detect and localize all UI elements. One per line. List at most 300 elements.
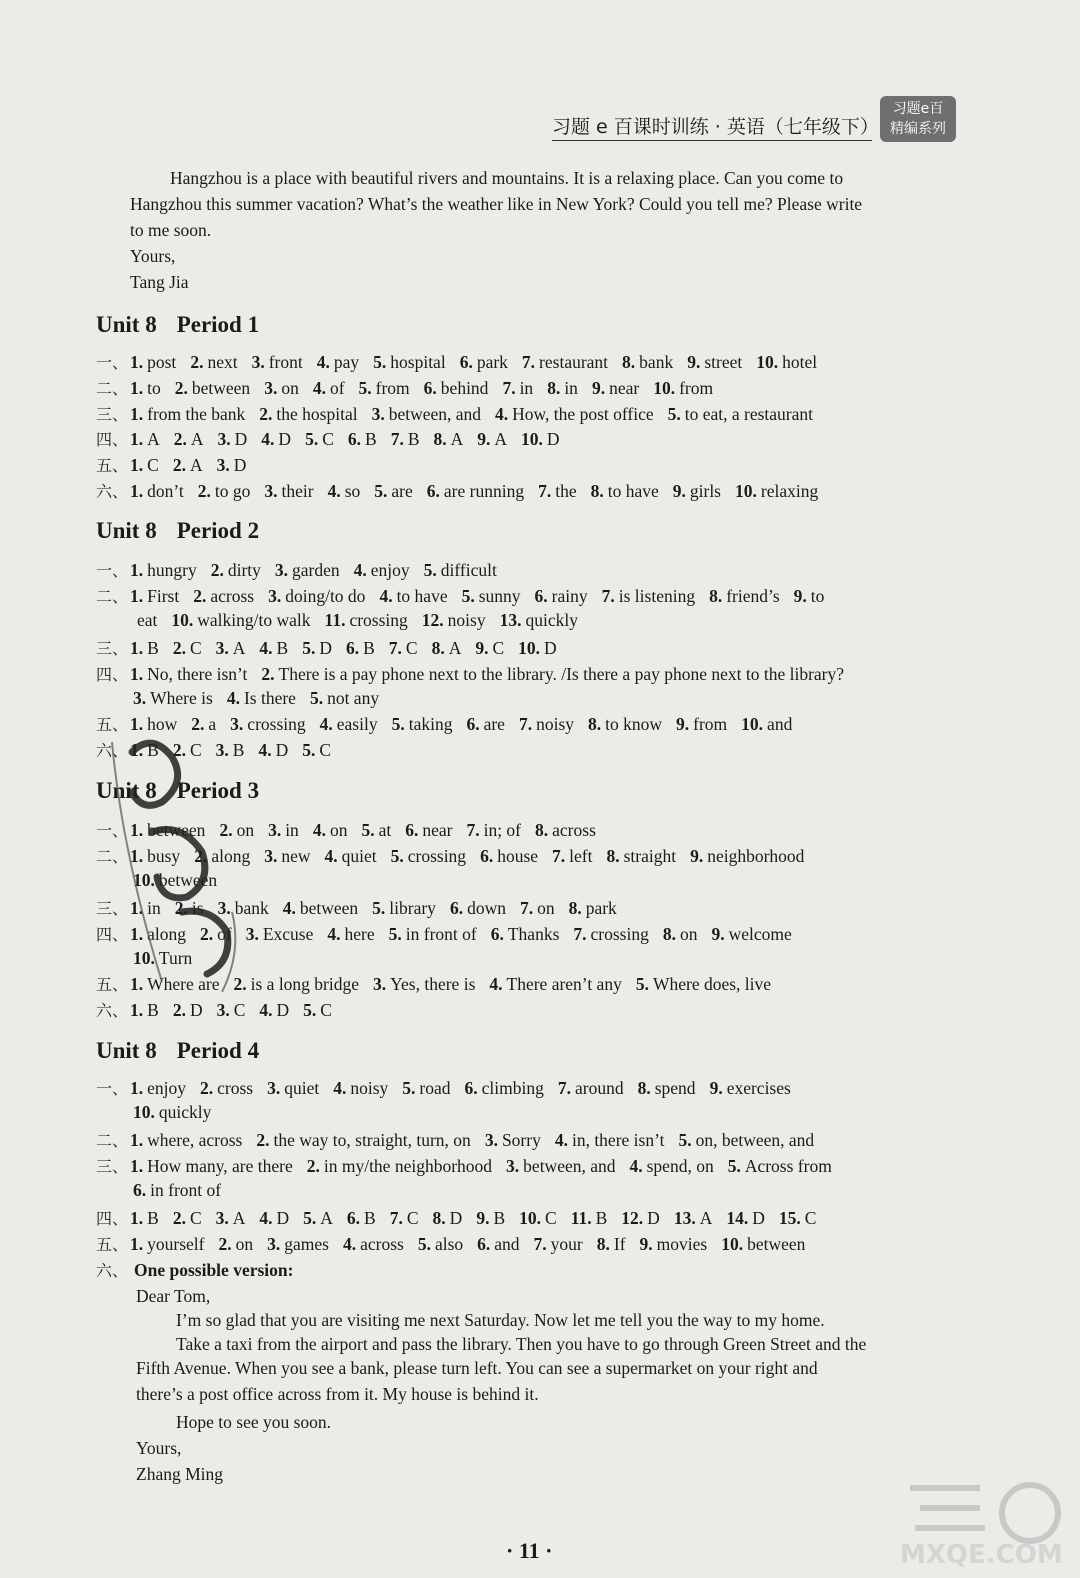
answer-item — [709, 586, 780, 606]
answer-text: to — [810, 586, 825, 606]
letter-closing-2: Yours, — [136, 1438, 182, 1458]
answer-number: 6. — [347, 429, 361, 449]
answer-number: 8. — [662, 924, 676, 944]
answer-item — [261, 429, 291, 449]
question-group-mark: 一、 — [96, 1079, 129, 1098]
answer-number: 5. — [372, 898, 386, 918]
answer-item — [460, 352, 508, 372]
answer-number: 12. — [421, 610, 444, 630]
question-group-mark: 五、 — [96, 456, 129, 475]
answer-item — [130, 481, 184, 501]
answer-text: C — [189, 740, 202, 760]
answer-number: 1. — [130, 1208, 144, 1228]
answer-text: D — [319, 638, 332, 658]
answer-number: 3. — [230, 714, 244, 734]
answer-item — [728, 1156, 832, 1176]
answer-item — [518, 638, 557, 658]
answer-text: climbing — [481, 1078, 544, 1098]
answer-item — [519, 1208, 557, 1228]
answer-item — [534, 1234, 583, 1254]
answer-text: games — [284, 1234, 329, 1254]
answer-item — [133, 1180, 221, 1200]
answer-item — [259, 1000, 289, 1020]
answer-text: in front of — [405, 924, 477, 944]
answer-number: 2. — [174, 898, 188, 918]
answer-item — [432, 638, 462, 658]
answer-item — [354, 560, 410, 580]
letter-salutation: Dear Tom, — [136, 1286, 211, 1306]
answer-item — [475, 638, 504, 658]
answer-number: 15. — [778, 1208, 801, 1228]
answer-number: 3. — [274, 560, 289, 580]
answer-text: to go — [214, 481, 251, 501]
answer-item — [569, 898, 617, 918]
answer-row — [96, 1258, 307, 1282]
answer-number: 9. — [477, 429, 491, 449]
answer-item — [130, 1130, 242, 1150]
answer-number: 2. — [197, 481, 211, 501]
answer-row — [133, 1180, 235, 1201]
answer-text: are — [483, 714, 505, 734]
question-group-mark: 一、 — [96, 821, 129, 840]
answer-item — [535, 820, 596, 840]
answer-text: A — [232, 1208, 246, 1228]
answer-text: from — [679, 378, 714, 398]
answer-text: dirty — [227, 560, 261, 580]
question-group-mark: 二、 — [96, 587, 129, 606]
answer-item — [328, 481, 361, 501]
answer-text: A — [190, 429, 204, 449]
answer-number: 1. — [130, 455, 144, 475]
answer-number: 9. — [793, 586, 807, 606]
answer-number: 1. — [130, 586, 144, 606]
answer-number: 1. — [130, 740, 144, 760]
answer-text: are — [391, 481, 413, 501]
answer-text: D — [278, 429, 292, 449]
answer-number: 2. — [219, 820, 233, 840]
answer-text: C — [406, 1208, 419, 1228]
answer-number: 4. — [489, 974, 503, 994]
answer-text: quiet — [341, 846, 377, 866]
answer-number: 5. — [390, 846, 404, 866]
answer-number: 7. — [573, 924, 587, 944]
answer-number: 4. — [319, 714, 333, 734]
answer-item — [591, 481, 659, 501]
answer-text: D — [647, 1208, 660, 1228]
answer-number: 2. — [172, 740, 186, 760]
answer-item — [348, 429, 377, 449]
answer-text: the way to, straight, turn, on — [273, 1130, 471, 1150]
answer-item — [173, 1208, 202, 1228]
answer-number: 5. — [302, 638, 316, 658]
answer-text: D — [234, 429, 248, 449]
answer-item — [216, 638, 246, 658]
answer-text: difficult — [440, 560, 497, 580]
answer-item — [653, 378, 713, 398]
answer-number: 9. — [591, 378, 606, 398]
answer-text: the — [555, 481, 577, 501]
answer-text: movies — [656, 1234, 708, 1254]
answer-item — [200, 1078, 253, 1098]
answer-item — [489, 974, 621, 994]
answer-number: 4. — [554, 1130, 568, 1150]
answer-item — [427, 481, 524, 501]
section-heading — [96, 312, 259, 338]
unit-label: Unit 8 — [96, 1038, 157, 1063]
question-group-mark: 三、 — [96, 1157, 129, 1176]
answer-item — [506, 1156, 615, 1176]
answer-text: at — [378, 820, 392, 840]
answer-text: between — [147, 820, 206, 840]
answer-item — [588, 714, 662, 734]
answer-item — [466, 714, 505, 734]
answer-number: 4. — [629, 1156, 643, 1176]
answer-number: 8. — [637, 1078, 651, 1098]
answer-text: pay — [333, 352, 360, 372]
answer-item — [133, 1102, 211, 1122]
answer-text: between, and — [388, 404, 482, 424]
answer-number: 3. — [268, 820, 282, 840]
answer-number: 3. — [264, 481, 278, 501]
answer-item — [133, 610, 157, 630]
answer-number: 7. — [538, 481, 552, 501]
answer-number: 8. — [432, 1208, 446, 1228]
answer-item — [130, 664, 247, 684]
answer-item — [522, 352, 608, 372]
answer-text: down — [467, 898, 506, 918]
answer-item — [372, 898, 436, 918]
answer-item — [130, 560, 197, 580]
answer-text: is a long bridge — [250, 974, 360, 994]
answer-item — [259, 404, 357, 424]
answer-number: 11. — [570, 1208, 592, 1228]
answer-number: 5. — [678, 1130, 692, 1150]
answer-text: bank — [639, 352, 674, 372]
answer-item — [779, 1208, 817, 1228]
answer-number: 1. — [130, 481, 144, 501]
answer-item — [173, 455, 203, 475]
answer-text: house — [497, 846, 539, 866]
answer-text: of — [217, 924, 232, 944]
answer-item — [359, 378, 410, 398]
answer-item — [275, 560, 340, 580]
answer-item — [379, 586, 447, 606]
answer-text: along — [147, 924, 187, 944]
answer-item — [462, 586, 521, 606]
answer-text: Where are — [147, 974, 220, 994]
answer-row — [133, 1102, 225, 1123]
answer-number: 10. — [133, 870, 155, 890]
answer-number: 3. — [215, 1208, 229, 1228]
letter-paragraph-3: to me soon. — [130, 220, 212, 240]
answer-number: 9. — [709, 1078, 723, 1098]
answer-number: 2. — [193, 586, 207, 606]
answer-item — [794, 586, 825, 606]
answer-item — [173, 1000, 203, 1020]
answer-number: 2. — [200, 1078, 214, 1098]
answer-number: 6. — [405, 820, 419, 840]
answer-number: 8. — [568, 898, 582, 918]
answer-text: A — [699, 1208, 713, 1228]
answer-text: There aren’t any — [506, 974, 622, 994]
answer-number: 10. — [756, 352, 779, 372]
answer-number: 5. — [373, 352, 387, 372]
answer-row — [133, 610, 592, 631]
answer-number: 2. — [306, 1156, 320, 1176]
question-group-mark: 五、 — [96, 715, 129, 734]
answer-item — [500, 610, 578, 630]
answer-item — [317, 352, 359, 372]
answer-text: D — [275, 740, 289, 760]
answer-text: B — [147, 740, 159, 760]
answer-item — [424, 560, 497, 580]
answer-item — [602, 586, 695, 606]
answer-item — [480, 846, 538, 866]
answer-item — [676, 714, 727, 734]
answer-number: 4. — [258, 740, 272, 760]
answer-text: girls — [689, 481, 721, 501]
answer-text: If — [613, 1234, 626, 1254]
answer-number: 3. — [264, 846, 278, 866]
answer-number: 6. — [480, 846, 494, 866]
answer-text: Is there — [243, 688, 296, 708]
answer-item — [630, 1156, 714, 1176]
answer-item — [491, 924, 560, 944]
answer-text: in, there isn’t — [571, 1130, 665, 1150]
answer-text: how — [147, 714, 178, 734]
answer-number: 7. — [390, 429, 404, 449]
answer-item — [392, 714, 453, 734]
answer-text: C — [322, 429, 334, 449]
answer-item — [130, 1078, 186, 1098]
answer-item — [324, 846, 376, 866]
answer-number: 1. — [130, 714, 144, 734]
answer-row — [96, 479, 832, 503]
answer-number: 9. — [672, 481, 686, 501]
answer-number: 6. — [534, 586, 548, 606]
answer-text: their — [281, 481, 314, 501]
letter-paragraph-2: Hangzhou this summer vacation? What’s the weather like in New York? Could you tell me? Please write — [130, 194, 863, 214]
question-group-mark: 三、 — [96, 639, 129, 658]
answer-text: not any — [327, 688, 380, 708]
answer-item — [320, 714, 378, 734]
answer-text: around — [575, 1078, 624, 1098]
answer-text: B — [363, 638, 375, 658]
letter-line-3: Fifth Avenue. When you see a bank, please turn left. You can see a supermarket on your right and — [136, 1358, 818, 1378]
question-group-mark: 六、 — [96, 741, 129, 760]
question-group-mark: 四、 — [96, 925, 129, 944]
answer-item — [130, 1156, 293, 1176]
answer-text: is listening — [618, 586, 696, 606]
answer-item — [668, 404, 813, 424]
answer-text: on — [235, 1234, 254, 1254]
letter-line-5: Hope to see you soon. — [176, 1412, 332, 1432]
answer-text: along — [211, 846, 251, 866]
answer-text: enjoy — [370, 560, 410, 580]
answer-number: 3. — [217, 429, 231, 449]
answer-text: to have — [396, 586, 448, 606]
answer-item — [130, 429, 160, 449]
answer-number: 4. — [226, 688, 240, 708]
answer-row — [96, 350, 831, 374]
answer-item — [130, 455, 159, 475]
answer-number: 2. — [256, 1130, 270, 1150]
answer-item — [640, 1234, 708, 1254]
answer-number: 5. — [388, 924, 402, 944]
answer-text: A — [448, 638, 462, 658]
answer-number: 2. — [210, 560, 224, 580]
answer-item — [130, 1208, 159, 1228]
period-label: Period 1 — [176, 312, 260, 337]
answer-text: How many, are there — [147, 1156, 293, 1176]
answer-text: to eat, a restaurant — [684, 404, 814, 424]
answer-text: bank — [234, 898, 269, 918]
answer-text: from — [693, 714, 728, 734]
answer-number: 2. — [259, 404, 273, 424]
answer-number: 3. — [215, 638, 229, 658]
answer-item — [305, 429, 334, 449]
answer-text: crossing — [247, 714, 306, 734]
answer-item — [268, 820, 299, 840]
answer-text: in — [285, 820, 299, 840]
answer-number: 2. — [173, 429, 187, 449]
answer-item — [327, 924, 374, 944]
answer-number: 5. — [374, 481, 388, 501]
answer-number: 2. — [233, 974, 247, 994]
answer-number: 8. — [622, 352, 636, 372]
answer-text: welcome — [728, 924, 792, 944]
answer-number: 2. — [172, 638, 186, 658]
answer-number: 8. — [596, 1234, 610, 1254]
answer-item — [190, 352, 237, 372]
answer-text: new — [281, 846, 311, 866]
answer-number: 3. — [245, 924, 259, 944]
answer-number: 4. — [282, 898, 296, 918]
answer-text: C — [189, 638, 202, 658]
answer-number: 3. — [267, 1078, 281, 1098]
answer-text: noisy — [447, 610, 486, 630]
answer-item — [690, 846, 804, 866]
answer-item — [130, 1234, 204, 1254]
answer-number: 5. — [391, 714, 405, 734]
answer-text: C — [492, 638, 505, 658]
answer-text: across — [360, 1234, 404, 1254]
answer-number: 10. — [133, 948, 155, 968]
answer-number: 8. — [709, 586, 723, 606]
book-title: 习题 e 百课时训练 · 英语（七年级下） — [552, 112, 872, 141]
answer-item — [756, 352, 817, 372]
answer-text: so — [344, 481, 361, 501]
answer-item — [477, 1234, 519, 1254]
answer-number: 6. — [426, 481, 440, 501]
answer-number: 6. — [466, 714, 480, 734]
answer-item — [174, 429, 204, 449]
answer-number: 8. — [431, 638, 445, 658]
answer-text: crossing — [407, 846, 467, 866]
question-group-mark: 二、 — [96, 379, 129, 398]
answer-text: library — [389, 898, 436, 918]
answer-text: in; of — [483, 820, 522, 840]
answer-number: 2. — [218, 1234, 232, 1254]
answer-text: of — [329, 378, 345, 398]
answer-item — [264, 378, 299, 398]
answer-row — [96, 636, 571, 660]
answer-item — [521, 429, 560, 449]
answer-number: 3. — [268, 586, 282, 606]
answer-text: front — [268, 352, 303, 372]
answer-text: How, the post office — [512, 404, 654, 424]
answer-item — [130, 378, 161, 398]
answer-text: B — [276, 638, 289, 658]
answer-number: 9. — [676, 714, 690, 734]
badge-line-1: 习题e百 — [892, 101, 944, 117]
question-group-mark: 六、 — [96, 1001, 129, 1020]
answer-item — [193, 586, 254, 606]
answer-number: 10. — [741, 714, 764, 734]
question-group-mark: 三、 — [96, 899, 129, 918]
answer-number: 4. — [259, 638, 273, 658]
answer-number: 3. — [215, 740, 229, 760]
answer-number: 4. — [312, 820, 326, 840]
answer-text: where, across — [147, 1130, 243, 1150]
answer-number: 5. — [305, 429, 319, 449]
answer-number: 10. — [171, 610, 194, 630]
answer-text: to know — [605, 714, 663, 734]
answer-item — [302, 740, 331, 760]
answer-item — [173, 638, 202, 658]
answer-item — [373, 352, 446, 372]
answer-number: 11. — [324, 610, 346, 630]
answer-text: across — [552, 820, 596, 840]
answer-item — [259, 1208, 289, 1228]
answer-item — [741, 714, 792, 734]
section-heading — [96, 518, 259, 544]
answer-number: 1. — [130, 664, 144, 684]
period-label: Period 4 — [176, 1038, 260, 1063]
answer-row — [96, 1076, 805, 1100]
question-group-mark: 一、 — [96, 353, 129, 372]
answer-number: 1. — [130, 429, 144, 449]
answer-text: doing/to do — [285, 586, 366, 606]
answer-text: and — [494, 1234, 520, 1254]
answer-item — [259, 638, 288, 658]
answer-item — [735, 481, 818, 501]
answer-text: B — [147, 1000, 159, 1020]
page-number: · 11 · — [506, 1538, 553, 1563]
answer-number: 4. — [333, 1078, 347, 1098]
answer-number: 7. — [502, 378, 516, 398]
answer-text: First — [147, 586, 180, 606]
answer-item — [422, 610, 486, 630]
answer-text: D — [276, 1000, 290, 1020]
question-group-mark: 五、 — [96, 1235, 129, 1254]
answer-number: 9. — [687, 352, 701, 372]
question-group-mark: 二、 — [96, 1131, 129, 1150]
answer-item — [217, 455, 247, 475]
answer-text: in — [147, 898, 161, 918]
answer-text: C — [405, 638, 418, 658]
answer-text: between — [299, 898, 359, 918]
answer-text: B — [365, 429, 377, 449]
answer-item — [391, 429, 420, 449]
answer-item — [485, 1130, 541, 1150]
answer-number: 12. — [621, 1208, 644, 1228]
answer-number: 4. — [261, 429, 275, 449]
answer-number: 3. — [373, 974, 387, 994]
answer-item — [434, 429, 464, 449]
answer-number: 4. — [495, 404, 509, 424]
answer-number: 13. — [499, 610, 522, 630]
